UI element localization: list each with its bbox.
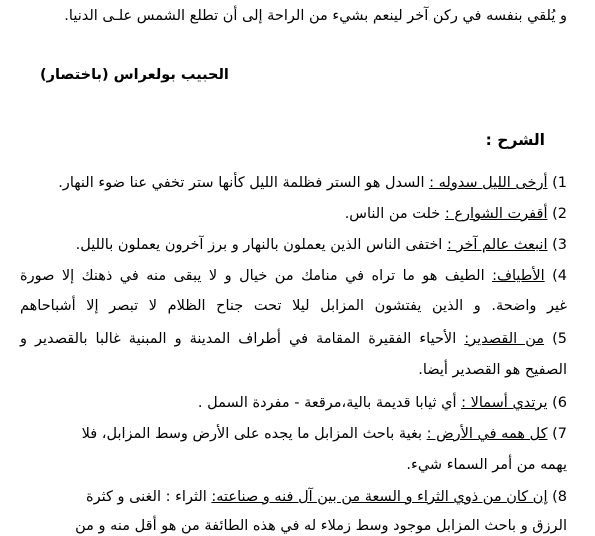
explanation-item-7-continuation: يهمه من أمر السماء شيء. [406,457,567,473]
author-attribution: الحبيب بولعراس (باختصار) [40,67,229,83]
explanation-item-6: 6) يرتدي أسمالا : أي ثيابا قديمة بالية،مرقعة - مفردة السمل . [197,395,567,411]
intro-paragraph-line: و يُلقي بنفسه في ركن آخر لينعم بشيء من الراحة إلى أن تطلع الشمس علـى الدنيا. [64,8,567,24]
explanation-item-4: 4) الأطياف: الطيف هو ما تراه في منامك من خيال و لا يبقى منه في ذهنك إلا صورة [20,268,568,284]
term-1: أرخى الليل سدوله : [429,175,548,191]
explanation-item-8-continuation: الرزق و باحث المزابل موجود وسط زملاء له في هذه الطائفة من هو أقل منه و من [75,518,567,534]
explanation-item-1: 1) أرخى الليل سدوله : السدل هو الستر فظلمة الليل كأنها ستر تخفي عنا ضوء النهار. [58,175,567,191]
explanation-item-5: 5) من القصدير: الأحياء الفقيرة المقامة في أطراف المدينة و المبنية غالبا بالقصدير و [20,331,568,347]
term-8: إن كان من ذوي الثراء و السعة من بين آل فنه و صناعته: [211,489,548,505]
explanation-item-2: 2) أقفرت الشوارع : خلت من الناس. [344,206,567,222]
explanation-item-3: 3) انبعث عالم آخر : اختفى الناس الذين يعملون بالنهار و برز آخرون يعملون بالليل. [75,237,567,253]
explanation-item-5-continuation: الصفيح هو القصدير أيضا. [418,362,567,378]
term-5: من القصدير: [464,331,545,347]
term-7: كل همه في الأرض : [426,426,548,442]
explanation-item-7: 7) كل همه في الأرض : بغية باحث المزابل ما يجده على الأرض وسط المزابل، فلا [81,426,567,442]
section-title: الشرح : [485,131,545,149]
term-4: الأطياف: [492,268,545,284]
term-6: يرتدي أسمالا : [461,395,548,411]
term-3: انبعث عالم آخر : [446,237,548,253]
term-2: أقفرت الشوارع : [444,206,548,222]
explanation-item-8: 8) إن كان من ذوي الثراء و السعة من بين آل فنه و صناعته: الثراء : الغنى و كثرة [86,489,567,505]
explanation-item-4-continuation: غير واضحة. و الذين يفتشون المزابل ليلا تحت جناح الظلام لا تبصر إلا أشباحاهم [20,298,567,314]
